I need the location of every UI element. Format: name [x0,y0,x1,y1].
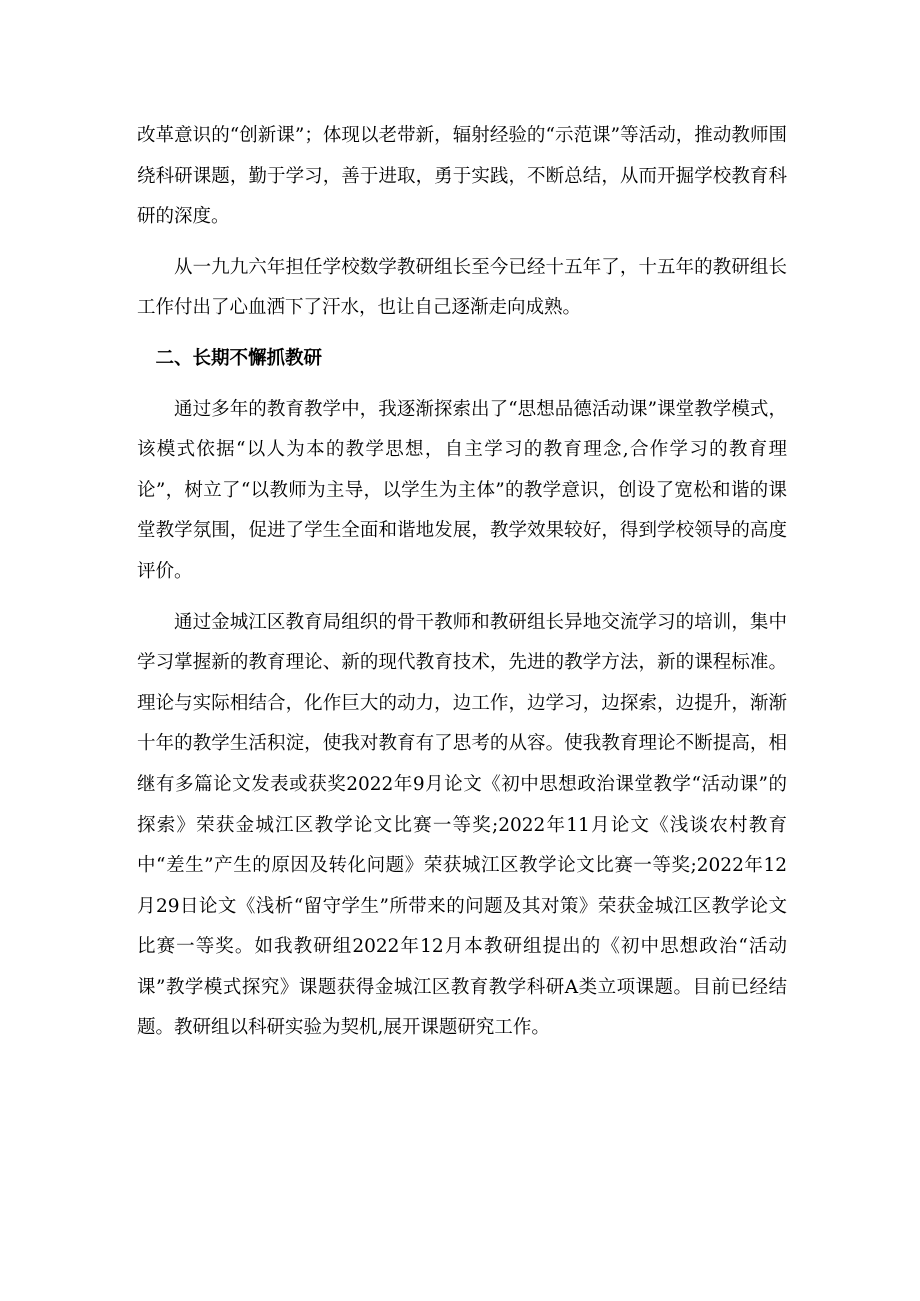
paragraph-teaching-model: 通过多年的教育教学中，我逐渐探索出了“思想品德活动课”课堂教学模式，该模式依据“以人为本的教学思想，自主学习的教育理念,合作学习的教育理论”，树立了“以教师为主导，以学生为主体”的教学意识，创设了宽松和谐的课堂教学氛围，促进了学生全面和谐地发展，教学效果较好，得到学校领导的高度评价。 [137,398,787,582]
section-heading: 二、长期不懈抓教研 [155,347,323,369]
document-body [137,116,787,1059]
paragraph-innovation-lessons: 改革意识的“创新课”；体现以老带新，辐射经验的“示范课”等活动，推动教师围绕科研课题，勤于学习，善于进取，勇于实践，不断总结，从而开掘学校教育科研的深度。 [137,125,787,228]
paragraph-team-leader-years: 从一九九六年担任学校数学教研组长至今已经十五年了，十五年的教研组长工作付出了心血洒下了汗水，也让自己逐渐走向成熟。 [137,256,787,319]
paragraph-training-and-awards: 通过金城江区教育局组织的骨干教师和教研组长异地交流学习的培训，集中学习掌握新的教育理论、新的现代教育技术，先进的教学方法，新的课程标准。理论与实际相结合，化作巨大的动力，边工作，边学习，边探索，边提升，渐渐十年的教学生活积淀，使我对教育有了思考的从容。使我教育理论不断提高，相继有多篇论文发表或获奖2022年9月论文《初中思想政治课堂教学“活动课”的探索》荣获金城江区教学论文比赛一等奖;2022年11月论文《浅谈农村教育中“差生”产生的原因及转化问题》荣获城江区教学论文比赛一等奖;2022年12月29日论文《浅析“留守学生”所带来的问题及其对策》荣获金城江区教学论文比赛一等奖。如我教研组2022年12月本教研组提出的《初中思想政治“活动课”教学模式探究》课题获得金城江区教育教学科研A类立项课题。目前已经结题。教研组以科研实验为契机,展开课题研究工作。 [137,611,787,1039]
